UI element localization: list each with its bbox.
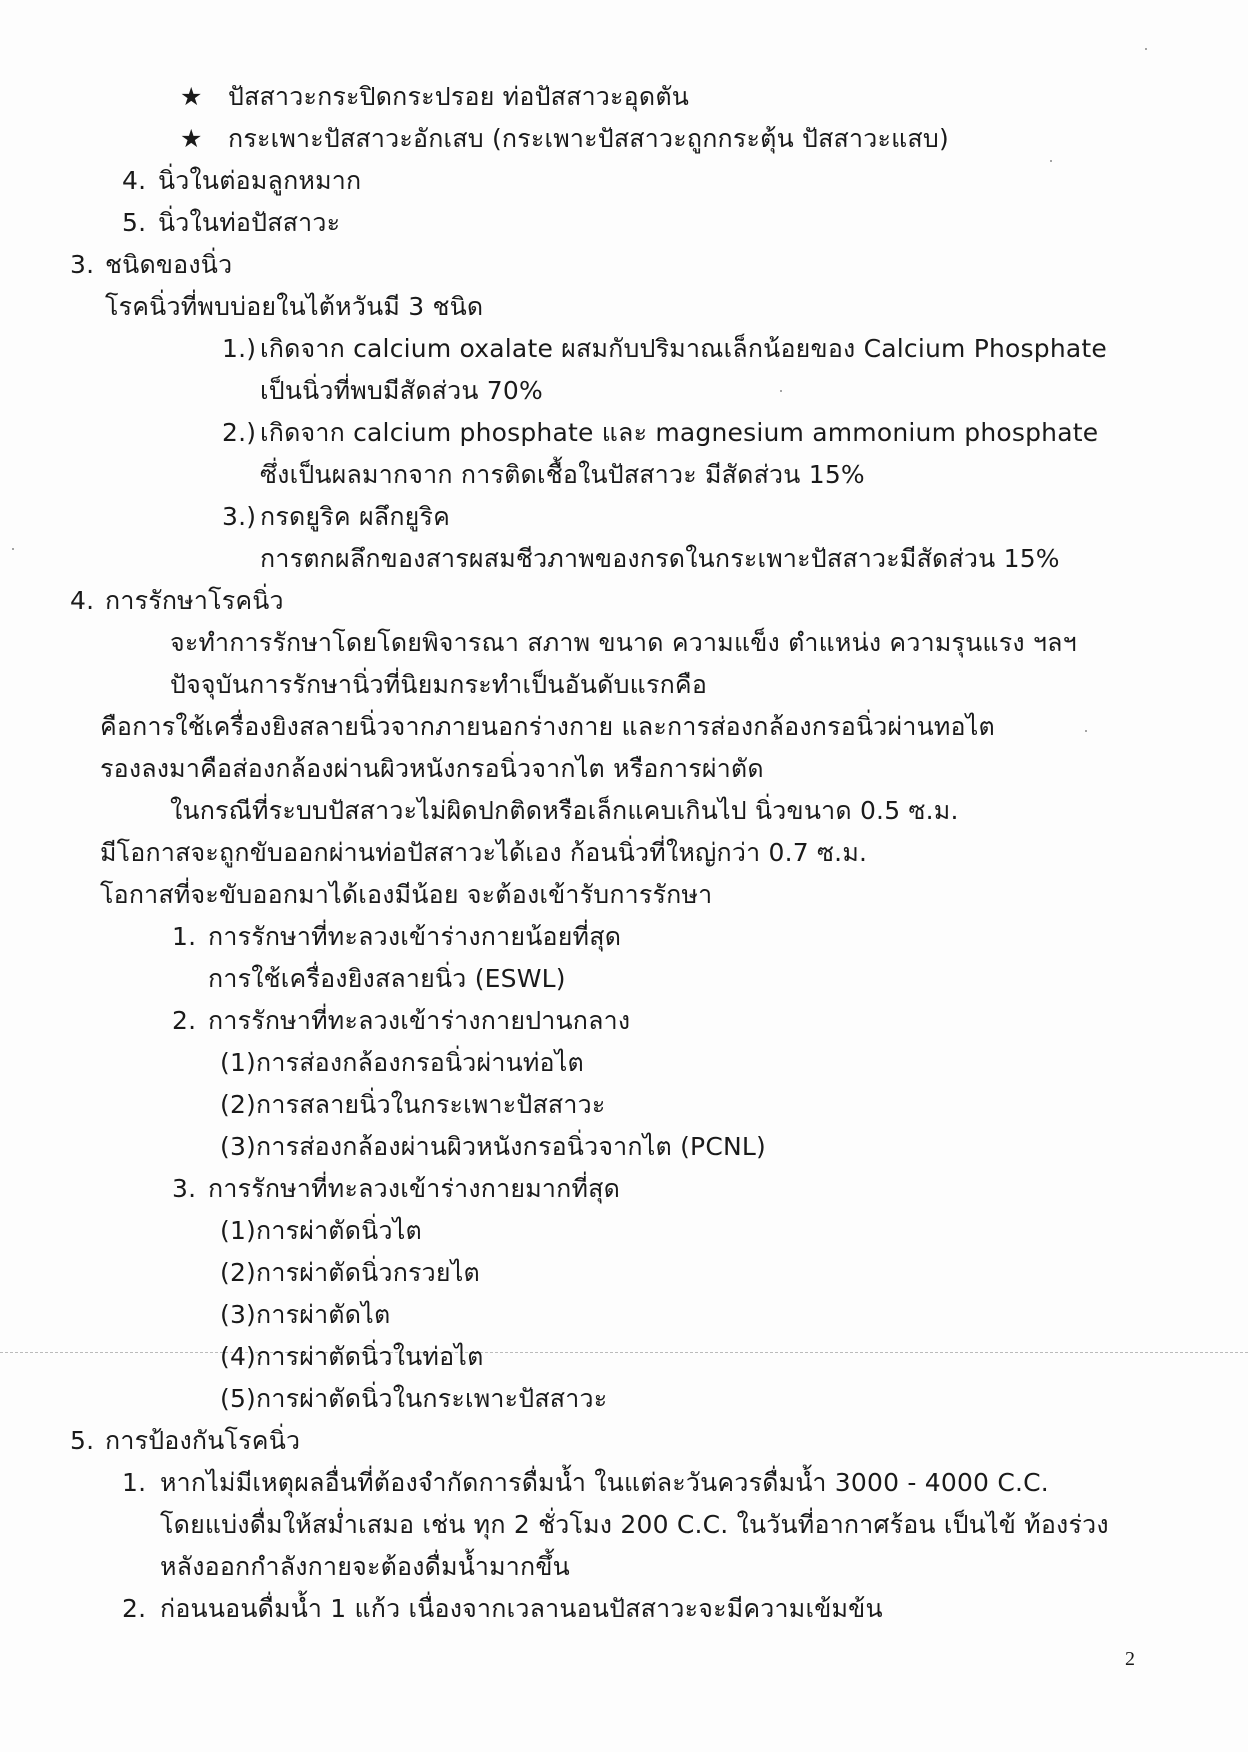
treatment-sub: (3)การผ่าตัดไต [220,1300,391,1329]
prevention-line: โดยแบ่งดื่มให้สม่ำเสมอ เช่น ทุก 2 ชั่วโมง 200 C.C. ในวันที่อากาศร้อน เป็นไข้ ท้องร่วง [160,1510,1109,1539]
treatment-sub: การใช้เครื่องยิงสลายนิ่ว (ESWL) [208,964,566,993]
paragraph-line: ปัจจุบันการรักษานิ่วที่นิยมกระทำเป็นอันดับแรกคือ [170,670,708,699]
treatment-sub: (2)การผ่าตัดนิ่วกรวยไต [220,1258,480,1287]
section-intro: โรคนิ่วที่พบบ่อยในไต้หวันมี 3 ชนิด [105,292,484,321]
paragraph-line: คือการใช้เครื่องยิงสลายนิ่วจากภายนอกร่างกาย และการส่องกล้องกรอนิ่วผ่านทอไต [100,712,995,741]
page-number: 2 [1125,1648,1135,1670]
treatment-title: การรักษาที่ทะลวงเข้าร่างกายปานกลาง [208,1006,631,1035]
prevention-line: หลังออกกำลังกายจะต้องดื่มน้ำมากขึ้น [160,1552,570,1581]
prevention-number: 2. [122,1594,147,1623]
scan-speck [1145,48,1147,50]
type-label: 2.) [222,418,257,447]
prevention-line: หากไม่มีเหตุผลอื่นที่ต้องจำกัดการดื่มน้ำ ในแต่ละวันควรดื่มน้ำ 3000 - 4000 C.C. [160,1468,1049,1497]
treatment-sub: (2)การสลายนิ่วในกระเพาะปัสสาวะ [220,1090,606,1119]
section-heading: การรักษาโรคนิ่ว [105,586,284,615]
section-number: 5. [70,1426,95,1455]
paragraph-line: มีโอกาสจะถูกขับออกผ่านท่อปัสสาวะได้เอง ก้อนนิ่วที่ใหญ่กว่า 0.7 ซ.ม. [100,838,868,867]
section-number: 3. [70,250,95,279]
treatment-sub: (1)การผ่าตัดนิ่วไต [220,1216,422,1245]
treatment-number: 1. [172,922,197,951]
type-label: 1.) [222,334,257,363]
treatment-sub: (3)การส่องกล้องผ่านผิวหนังกรอนิ่วจากไต (PCNL) [220,1132,766,1161]
star-item-2: กระเพาะปัสสาวะอักเสบ (กระเพาะปัสสาวะถูกกระตุ้น ปัสสาวะแสบ) [228,124,949,153]
list-number: 5. [122,208,147,237]
list-item: นิ่วในท่อปัสสาวะ [158,208,341,237]
section-number: 4. [70,586,95,615]
type-line: กรดยูริค ผลึกยูริค [260,502,451,531]
scan-speck [1050,160,1052,162]
scan-speck [780,390,782,392]
type-label: 3.) [222,502,257,531]
scan-speck [1085,730,1087,732]
paragraph-line: จะทำการรักษาโดยโดยพิจารณา สภาพ ขนาด ความแข็ง ตำแหน่ง ความรุนแรง ฯลฯ [170,628,1077,657]
star-icon: ★ [180,82,203,111]
prevention-number: 1. [122,1468,147,1497]
treatment-sub: (5)การผ่าตัดนิ่วในกระเพาะปัสสาวะ [220,1384,608,1413]
section-heading: การป้องกันโรคนิ่ว [105,1426,301,1455]
list-number: 4. [122,166,147,195]
type-line: เกิดจาก calcium oxalate ผสมกับปริมาณเล็กน้อยของ Calcium Phosphate [260,334,1107,363]
paragraph-line: โอกาสที่จะขับออกมาได้เองมีน้อย จะต้องเข้ารับการรักษา [100,880,713,909]
type-line: เกิดจาก calcium phosphate และ magnesium ammonium phosphate [260,418,1099,447]
type-line: การตกผลึกของสารผสมชีวภาพของกรดในกระเพาะปัสสาวะมีสัดส่วน 15% [260,544,1060,573]
treatment-title: การรักษาที่ทะลวงเข้าร่างกายน้อยที่สุด [208,922,622,951]
treatment-number: 2. [172,1006,197,1035]
paragraph-line: รองลงมาคือส่องกล้องผ่านผิวหนังกรอนิ่วจากไต หรือการผ่าตัด [100,754,764,783]
type-line: ซึ่งเป็นผลมากจาก การติดเชื้อในปัสสาวะ มีสัดส่วน 15% [260,460,865,489]
treatment-title: การรักษาที่ทะลวงเข้าร่างกายมากที่สุด [208,1174,621,1203]
section-heading: ชนิดของนิ่ว [105,250,233,279]
scan-artifact-line [0,1352,1248,1353]
star-icon: ★ [180,124,203,153]
type-line: เป็นนิ่วที่พบมีสัดส่วน 70% [260,376,543,405]
treatment-sub: (4)การผ่าตัดนิ่วในท่อไต [220,1342,484,1371]
treatment-number: 3. [172,1174,197,1203]
prevention-line: ก่อนนอนดื่มน้ำ 1 แก้ว เนื่องจากเวลานอนปัสสาวะจะมีความเข้มข้น [160,1594,883,1623]
star-item-1: ปัสสาวะกระปิดกระปรอย ท่อปัสสาวะอุดตัน [228,82,690,111]
scan-speck [12,548,14,550]
paragraph-line: ในกรณีที่ระบบปัสสาวะไม่ผิดปกติดหรือเล็กแคบเกินไป นิ่วขนาด 0.5 ซ.ม. [170,796,959,825]
list-item: นิ่วในต่อมลูกหมาก [158,166,362,195]
treatment-sub: (1)การส่องกล้องกรอนิ่วผ่านท่อไต [220,1048,584,1077]
